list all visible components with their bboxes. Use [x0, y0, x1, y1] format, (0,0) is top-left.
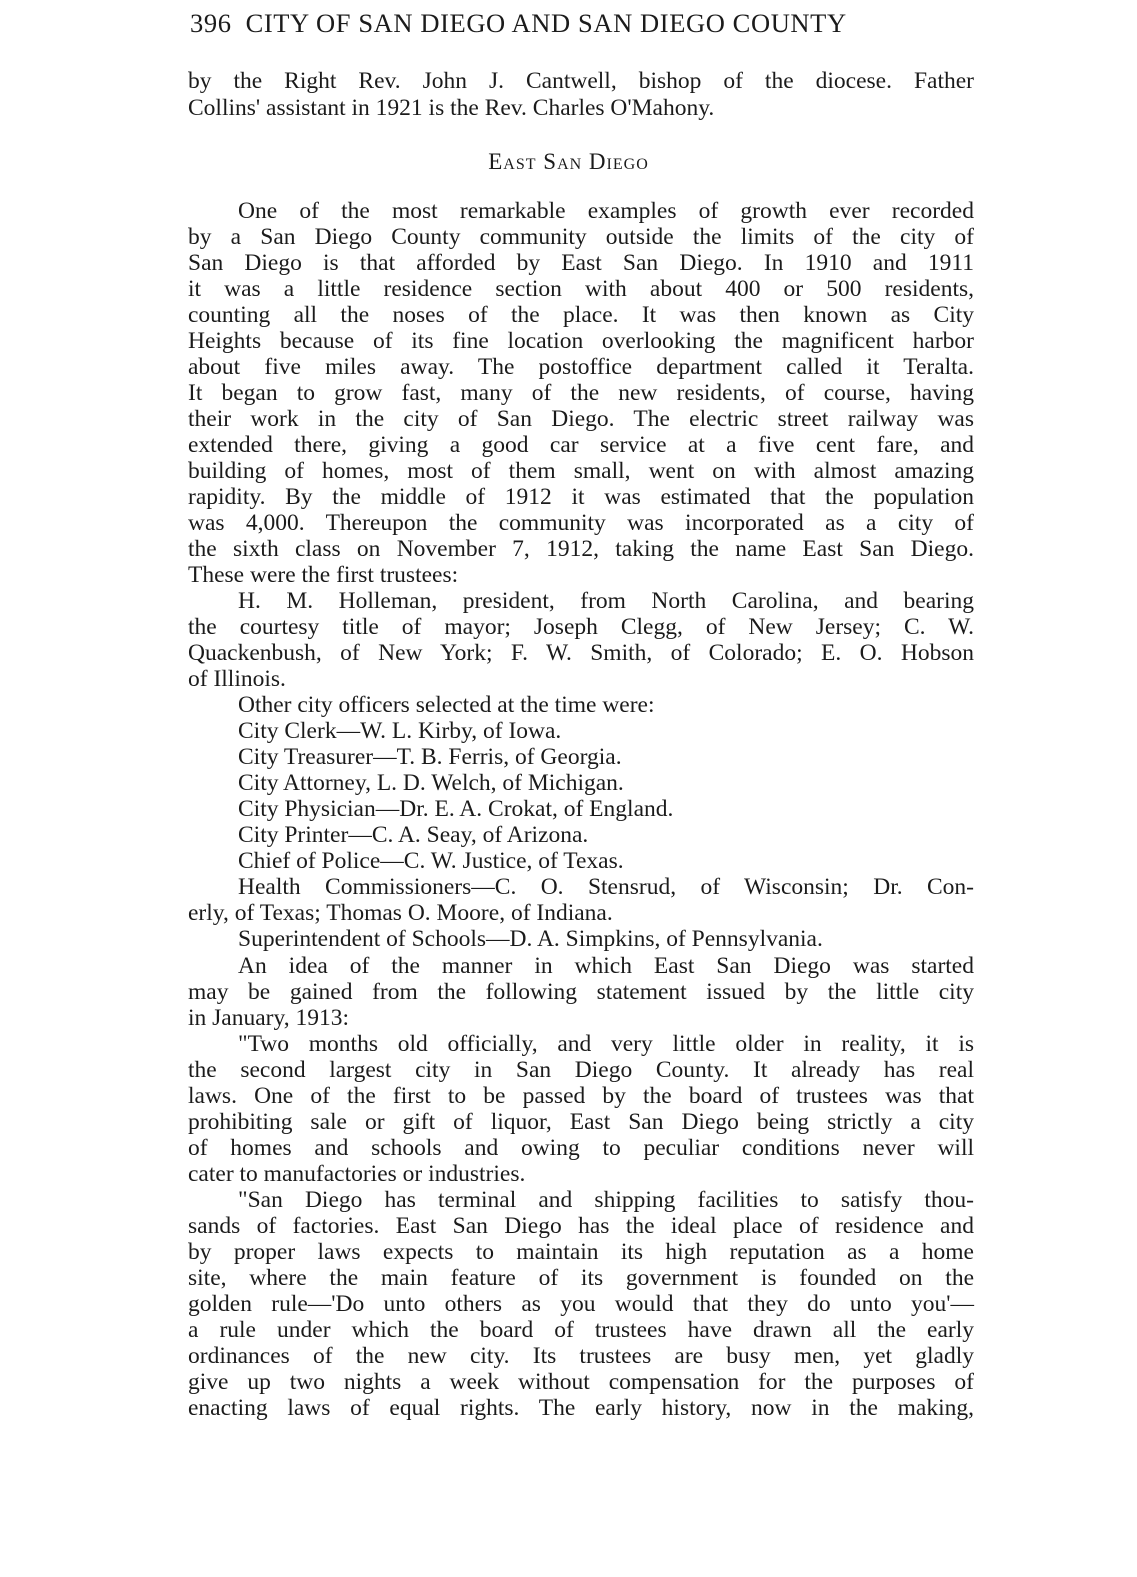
officer-line: Health Commissioners—C. O. Stensrud, of Wisconsin; Dr. Con-: [238, 874, 974, 900]
officer-line: City Physician—Dr. E. A. Crokat, of England.: [238, 796, 674, 822]
body-line: about five miles away. The postoffice department called it Teralta.: [188, 354, 974, 380]
body-line: Other city officers selected at the time were:: [238, 692, 655, 718]
body-line: It began to grow fast, many of the new residents, of course, having: [188, 380, 974, 406]
officer-line: City Attorney, L. D. Welch, of Michigan.: [238, 770, 624, 796]
quote-line: ordinances of the new city. Its trustees are busy men, yet gladly: [188, 1343, 974, 1369]
officer-line: City Printer—C. A. Seay, of Arizona.: [238, 822, 589, 848]
body-line: An idea of the manner in which East San Diego was started: [238, 953, 974, 979]
quote-line: golden rule—'Do unto others as you would that they do unto you'—: [188, 1291, 974, 1317]
body-line: San Diego is that afforded by East San Diego. In 1910 and 1911: [188, 250, 974, 276]
body-line: extended there, giving a good car service at a five cent fare, and: [188, 432, 974, 458]
quote-line: site, where the main feature of its government is founded on the: [188, 1265, 974, 1291]
quote-line: "Two months old officially, and very little older in reality, it is: [238, 1031, 974, 1057]
body-line: rapidity. By the middle of 1912 it was estimated that the population: [188, 484, 974, 510]
page-number: 396: [190, 8, 232, 38]
officer-line: Chief of Police—C. W. Justice, of Texas.: [238, 848, 624, 874]
quote-line: give up two nights a week without compensation for the purposes of: [188, 1369, 974, 1395]
quote-line: enacting laws of equal rights. The early history, now in the making,: [188, 1395, 974, 1421]
quote-line: laws. One of the first to be passed by the board of trustees was that: [188, 1083, 974, 1109]
body-line: These were the first trustees:: [188, 562, 459, 588]
officer-line: erly, of Texas; Thomas O. Moore, of Indiana.: [188, 900, 613, 926]
body-line: by the Right Rev. John J. Cantwell, bishop of the diocese. Father: [188, 68, 974, 94]
body-line: in January, 1913:: [188, 1005, 349, 1031]
quote-line: by proper laws expects to maintain its high reputation as a home: [188, 1239, 974, 1265]
officer-line: City Clerk—W. L. Kirby, of Iowa.: [238, 718, 562, 744]
body-line: by a San Diego County community outside the limits of the city of: [188, 224, 974, 250]
quote-line: cater to manufactories or industries.: [188, 1161, 526, 1187]
body-line: Collins' assistant in 1921 is the Rev. Charles O'Mahony.: [188, 95, 715, 121]
quote-line: a rule under which the board of trustees have drawn all the early: [188, 1317, 974, 1343]
quote-line: of homes and schools and owing to peculiar conditions never will: [188, 1135, 974, 1161]
body-line: of Illinois.: [188, 666, 286, 692]
quote-line: the second largest city in San Diego County. It already has real: [188, 1057, 974, 1083]
body-line: counting all the noses of the place. It was then known as City: [188, 302, 974, 328]
body-line: may be gained from the following statement issued by the little city: [188, 979, 974, 1005]
section-heading: East San Diego: [488, 149, 649, 174]
body-line: the courtesy title of mayor; Joseph Clegg, of New Jersey; C. W.: [188, 614, 974, 640]
quote-line: "San Diego has terminal and shipping facilities to satisfy thou-: [238, 1187, 974, 1213]
quote-line: sands of factories. East San Diego has the ideal place of residence and: [188, 1213, 974, 1239]
body-line: was 4,000. Thereupon the community was incorporated as a city of: [188, 510, 974, 536]
running-title: CITY OF SAN DIEGO AND SAN DIEGO COUNTY: [245, 8, 847, 38]
running-head: [190, 8, 980, 39]
body-line: Heights because of its fine location overlooking the magnificent harbor: [188, 328, 974, 354]
officer-line: Superintendent of Schools—D. A. Simpkins, of Pennsylvania.: [238, 926, 823, 952]
body-line: Quackenbush, of New York; F. W. Smith, of Colorado; E. O. Hobson: [188, 640, 974, 666]
body-line: the sixth class on November 7, 1912, taking the name East San Diego.: [188, 536, 974, 562]
body-line: it was a little residence section with about 400 or 500 residents,: [188, 276, 974, 302]
body-line: H. M. Holleman, president, from North Carolina, and bearing: [238, 588, 974, 614]
body-line: their work in the city of San Diego. The electric street railway was: [188, 406, 974, 432]
quote-line: prohibiting sale or gift of liquor, East San Diego being strictly a city: [188, 1109, 974, 1135]
body-line: building of homes, most of them small, went on with almost amazing: [188, 458, 974, 484]
body-line: One of the most remarkable examples of growth ever recorded: [238, 198, 974, 224]
officer-line: City Treasurer—T. B. Ferris, of Georgia.: [238, 744, 622, 770]
